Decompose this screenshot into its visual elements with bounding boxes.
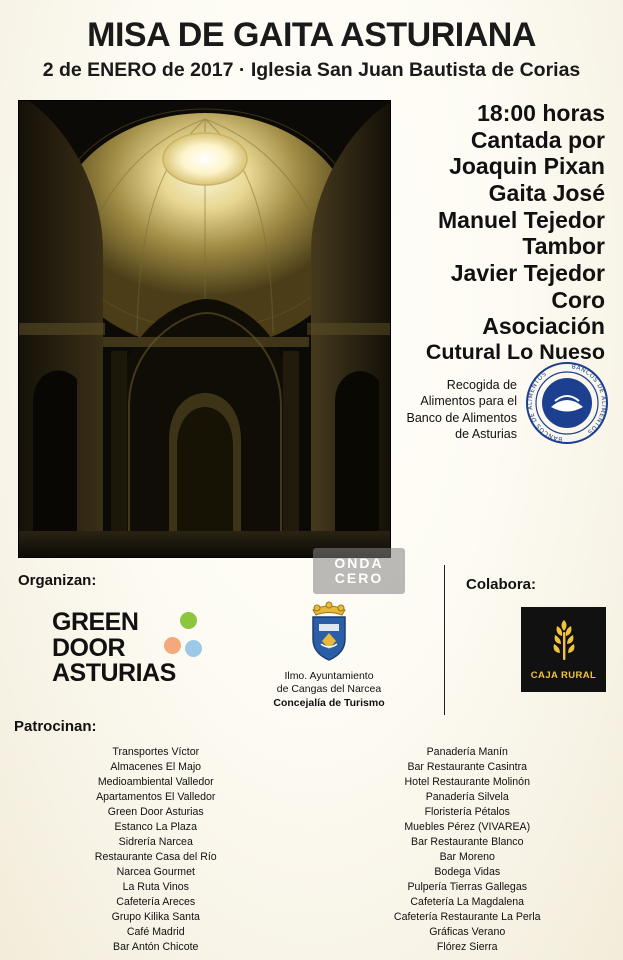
- sponsor-item: Pulpería Tierras Gallegas: [407, 881, 528, 894]
- ayuntamiento-coat-of-arms-icon: [234, 600, 424, 667]
- sponsor-item: Green Door Asturias: [107, 806, 204, 819]
- detail-line: Asociación: [482, 313, 605, 340]
- ayuntamiento-line-2: de Cangas del Narcea: [276, 683, 382, 696]
- sponsor-item: Restaurante Casa del Río: [94, 851, 217, 864]
- onda-cero-watermark: [313, 548, 405, 594]
- page-title: MISA DE GAITA ASTURIANA: [87, 16, 536, 54]
- sponsor-column-left: [0, 745, 312, 955]
- sponsor-item: Cafetería Restaurante La Perla: [393, 911, 541, 924]
- sponsor-item: Panadería Silvela: [425, 791, 509, 804]
- sponsor-item: Cafetería La Magdalena: [410, 896, 525, 909]
- svg-text:BANCOS DE ALIMENTOS: BANCOS DE ALIMENTOS: [571, 363, 608, 436]
- sponsor-item: Gráficas Verano: [429, 926, 506, 939]
- sponsor-item: Bar Moreno: [439, 851, 495, 864]
- sponsor-item: Cafetería Areces: [116, 896, 196, 909]
- wheat-icon: [547, 618, 581, 667]
- detail-line: Cutural Lo Nueso: [425, 340, 605, 365]
- watermark-line-2: CERO: [334, 570, 384, 586]
- sponsor-item: Sidrería Narcea: [118, 836, 193, 849]
- sponsor-item: Transportes Víctor: [112, 746, 200, 758]
- food-drive-line: Recogida de: [446, 377, 517, 392]
- event-details: [396, 100, 611, 443]
- detail-line: 18:00 horas: [477, 100, 605, 126]
- ayuntamiento-text: [234, 670, 424, 710]
- sponsor-item: Narcea Gourmet: [116, 866, 195, 879]
- food-drive-line: Alimentos para el: [420, 394, 517, 409]
- sponsor-item: Almacenes El Majo: [110, 761, 202, 774]
- blue-dot-icon: [185, 640, 202, 657]
- vertical-divider: [444, 565, 445, 715]
- caja-rural-name: CAJA RURAL: [530, 670, 597, 681]
- church-interior-photo: [18, 100, 391, 558]
- green-door-line-1: GREEN: [52, 608, 139, 636]
- sponsor-item: Apartamentos El Valledor: [96, 791, 216, 804]
- sponsor-item: Estanco La Plaza: [114, 821, 197, 834]
- page-subtitle: 2 de ENERO de 2017 · Iglesia San Juan Bautista de Corias: [42, 59, 581, 81]
- colabora-label: Colabora:: [466, 576, 537, 593]
- detail-line: Cantada por: [470, 126, 605, 153]
- sponsor-item: Café Madrid: [126, 926, 185, 939]
- orange-dot-icon: [164, 637, 181, 654]
- sponsor-item: Bar Restaurante Casintra: [407, 761, 528, 774]
- sponsor-item: Floristería Pétalos: [424, 806, 510, 819]
- banco-de-alimentos-logo-icon: [525, 361, 609, 445]
- food-drive-line: Banco de Alimentos: [406, 410, 517, 425]
- detail-line: Coro: [551, 286, 605, 313]
- sponsor-item: Bar Antón Chicote: [113, 941, 199, 954]
- ayuntamiento-block: [234, 600, 424, 710]
- sponsor-item: Grupo Kilika Santa: [111, 911, 200, 924]
- caja-rural-logo: [521, 607, 606, 692]
- detail-line: Manuel Tejedor: [438, 206, 605, 233]
- sponsor-item: La Ruta Vinos: [122, 881, 189, 894]
- detail-line: Tambor: [522, 233, 605, 260]
- ayuntamiento-line-3: Concejalía de Turismo: [273, 696, 385, 709]
- detail-line: Javier Tejedor: [450, 260, 605, 287]
- green-door-line-3: ASTURIAS: [52, 659, 176, 687]
- green-door-asturias-logo: [52, 610, 217, 687]
- sponsor-item: Bar Restaurante Blanco: [411, 836, 524, 849]
- sponsor-item: Muebles Pérez (VIVAREA): [404, 821, 531, 834]
- detail-line: Gaita José: [488, 180, 605, 207]
- green-dot-icon: [180, 612, 197, 629]
- sponsor-column-right: [312, 745, 623, 955]
- sponsor-item: Panadería Manín: [426, 746, 508, 758]
- sponsor-item: Bodega Vidas: [434, 866, 501, 879]
- patrocinan-label: Patrocinan:: [14, 718, 97, 735]
- sponsor-columns: [0, 745, 623, 955]
- ayuntamiento-line-1: Ilmo. Ayuntamiento: [284, 670, 374, 682]
- organizan-label: Organizan:: [18, 572, 97, 589]
- svg-text:BANCOS DE ALIMENTOS: BANCOS DE ALIMENTOS: [526, 370, 563, 443]
- sponsor-item: Hotel Restaurante Molinón: [404, 776, 530, 789]
- sponsor-item: Flórez Sierra: [436, 941, 498, 954]
- food-drive-line: de Asturias: [455, 427, 517, 442]
- detail-line: Joaquin Pixan: [449, 153, 605, 180]
- sponsor-item: Medioambiental Valledor: [97, 776, 214, 789]
- watermark-line-1: ONDA: [334, 555, 384, 572]
- main-content: [0, 100, 623, 570]
- green-door-line-2: DOOR: [52, 633, 125, 662]
